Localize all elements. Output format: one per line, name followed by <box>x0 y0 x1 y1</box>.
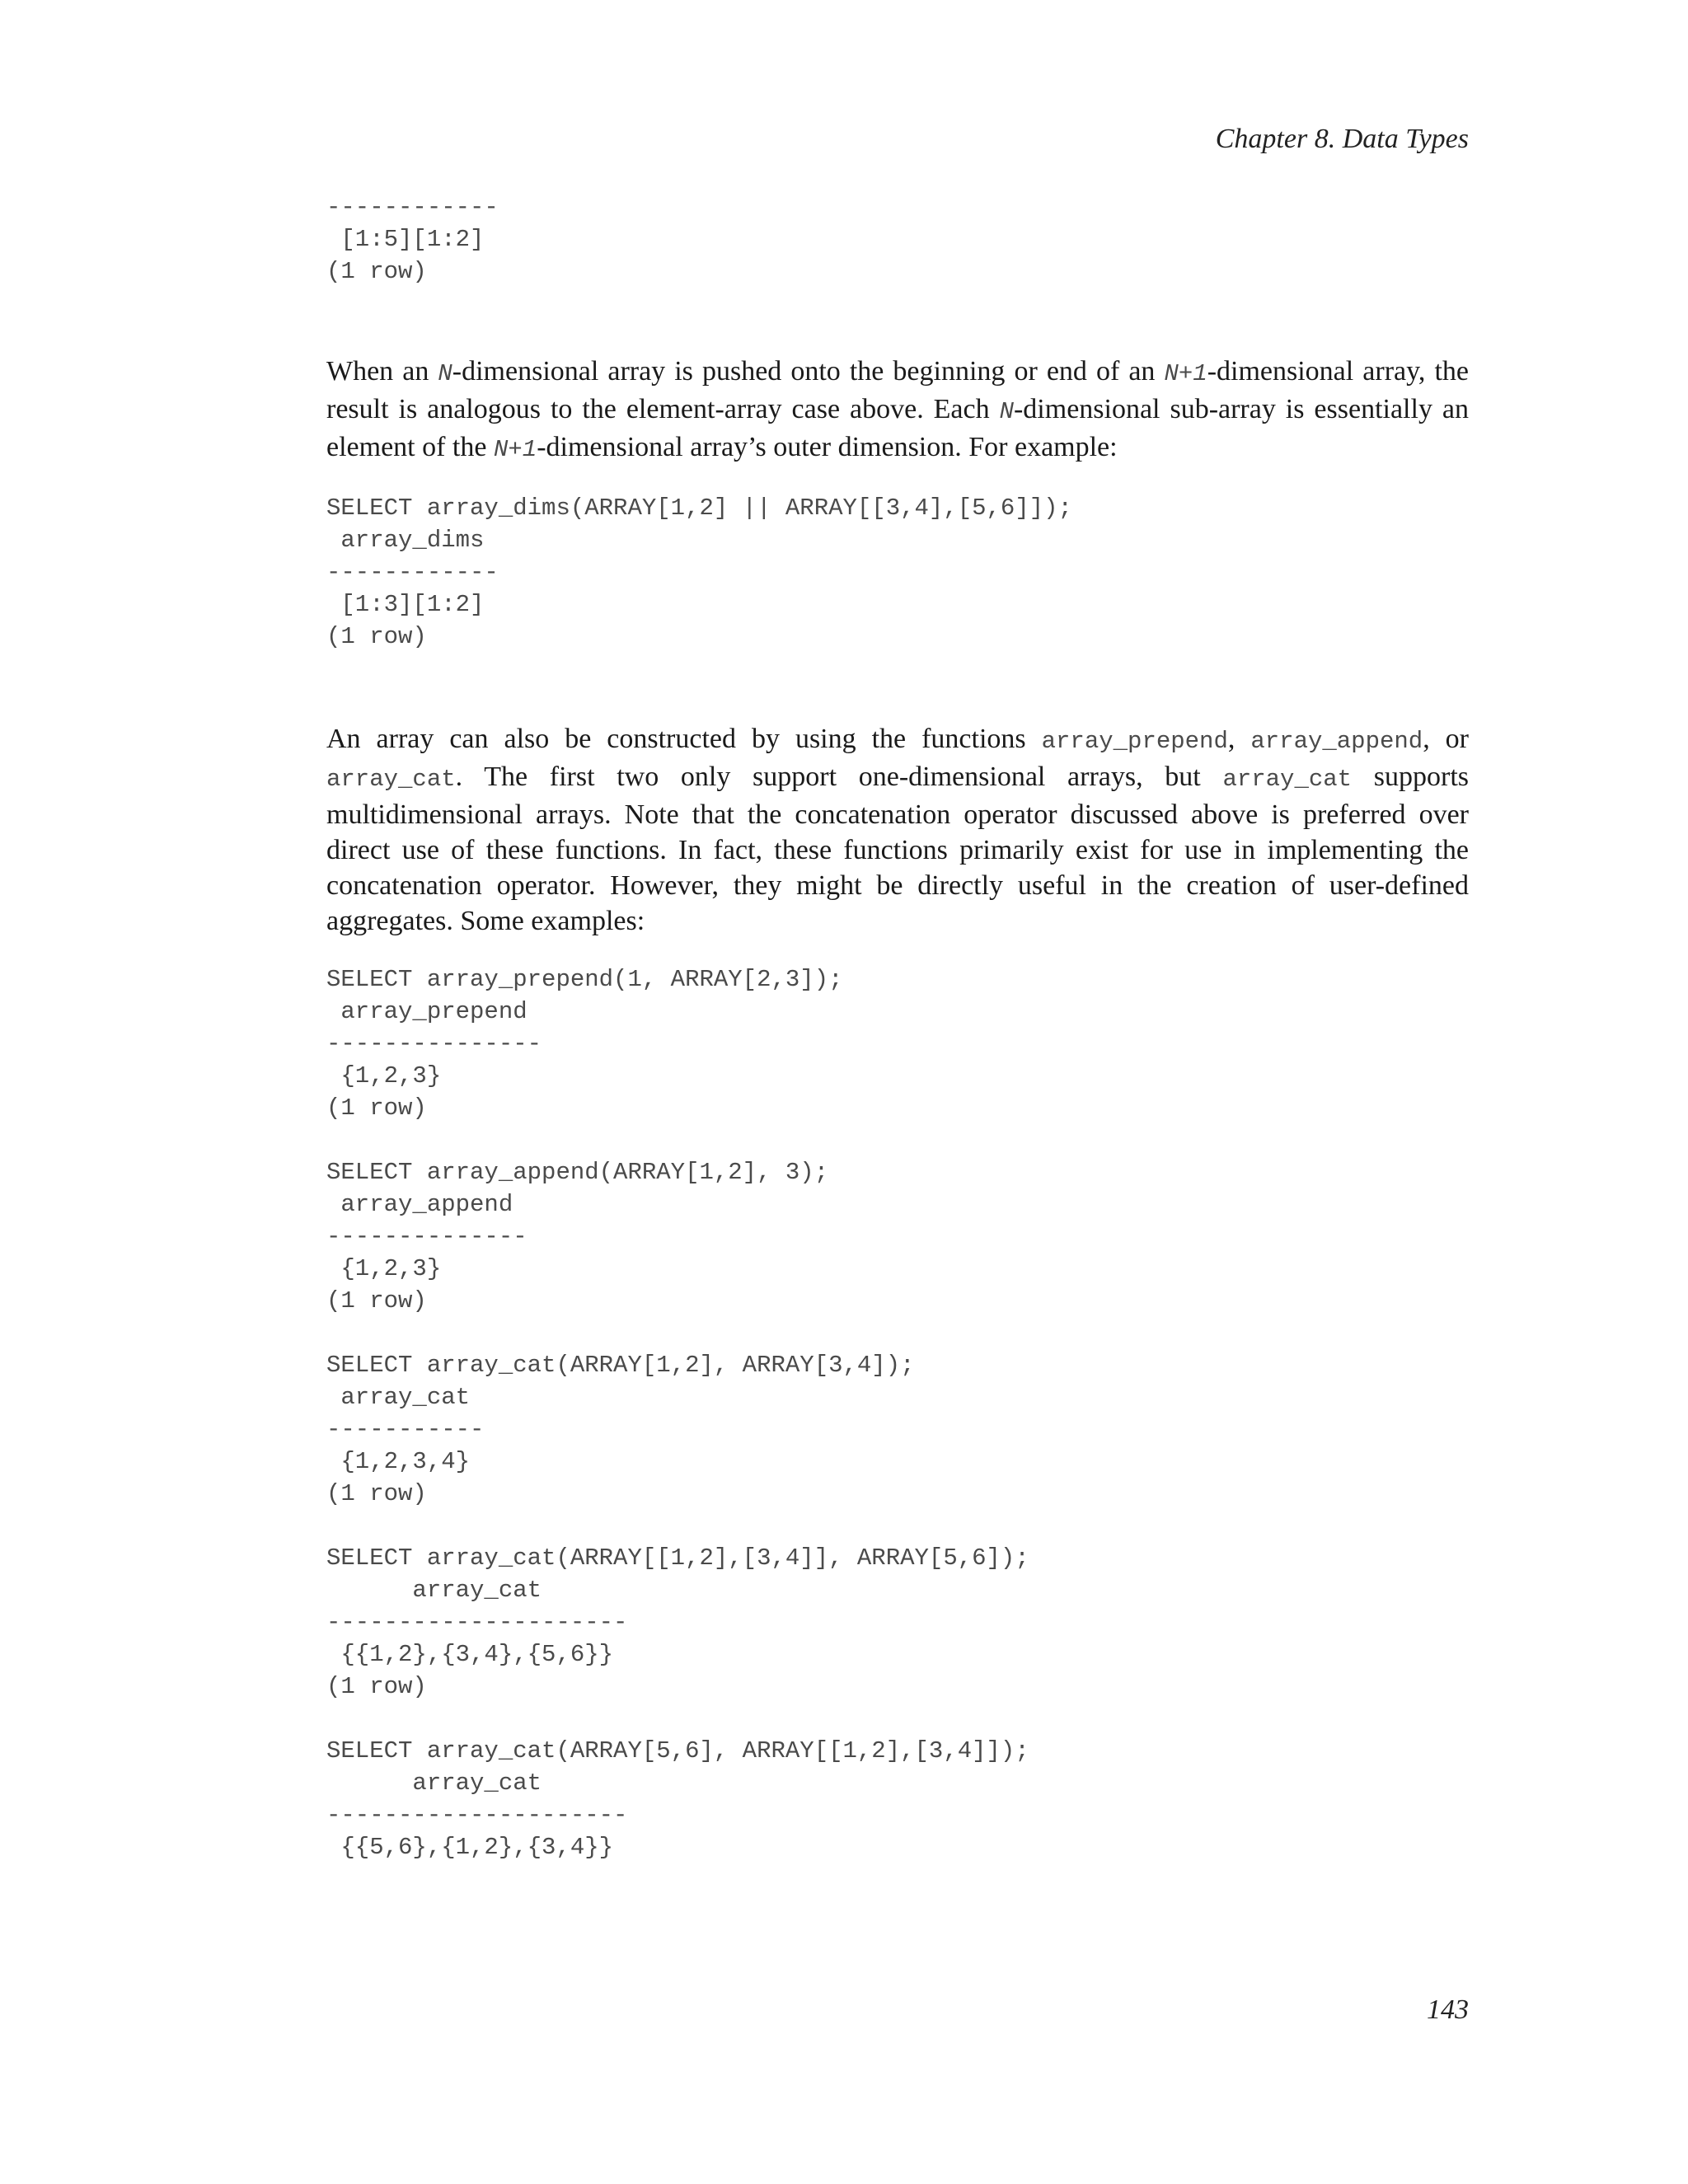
code-line: {{1,2},{3,4},{5,6}} <box>326 1641 614 1668</box>
code-line: [1:3][1:2] <box>326 591 485 618</box>
code-line: array_prepend <box>326 998 528 1025</box>
code-line: --------------- <box>326 1030 542 1057</box>
code-line: {1,2,3} <box>326 1062 442 1090</box>
code-line: SELECT array_cat(ARRAY[5,6], ARRAY[[1,2],[3,4]]); <box>326 1737 1029 1765</box>
variable-n-plus-1: N+1 <box>1164 360 1207 387</box>
code-block-array-cat-1d <box>326 1349 1469 1510</box>
code-block-array-dims <box>326 492 1469 653</box>
code-line: (1 row) <box>326 1673 427 1700</box>
code-block-array-append <box>326 1156 1469 1317</box>
code-block-array-prepend <box>326 963 1469 1124</box>
code-line: {1,2,3,4} <box>326 1448 471 1475</box>
paragraph-nested-arrays: When an N-dimensional array is pushed onto the beginning or end of an N+1-dimensional array, the result is analogous to the element-array case above. Each N-dimensional sub-array is essentially an element of the N+1-dimensional array’s outer dimension. For example: <box>326 356 1470 463</box>
running-header: Chapter 8. Data Types <box>1215 124 1469 154</box>
function-name: array_append <box>1250 728 1423 755</box>
function-name: array_cat <box>326 766 456 793</box>
code-line: (1 row) <box>326 623 427 650</box>
code-line: array_cat <box>326 1577 542 1604</box>
code-line: array_cat <box>326 1769 542 1797</box>
code-line: --------------------- <box>326 1609 628 1636</box>
code-line: ------------ <box>326 194 499 221</box>
code-line: {1,2,3} <box>326 1255 442 1282</box>
variable-n-plus-1: N+1 <box>493 436 537 463</box>
code-line: [1:5][1:2] <box>326 226 485 253</box>
page-number: 143 <box>1427 1994 1469 2025</box>
code-line: ------------ <box>326 559 499 586</box>
code-block-array-cat-2d-prepend <box>326 1735 1469 1863</box>
variable-n: N <box>438 360 452 387</box>
code-line: array_append <box>326 1191 513 1218</box>
code-line: array_dims <box>326 527 485 554</box>
code-line: (1 row) <box>326 1287 427 1315</box>
code-line: SELECT array_cat(ARRAY[[1,2],[3,4]], ARRAY[5,6]); <box>326 1544 1029 1572</box>
paragraph-array-functions: An array can also be constructed by using the functions array_prepend, array_append, or array_cat. The first two only support one-dimensional arrays, but array_cat supports multidimensional arrays. Note that the concatenation operator discussed above is preferred over direct use of these functions. In fact, these functions primarily exist for use in implementing the concatenation operator. However, they might be directly useful in the creation of user-defined aggregates. Some examples: <box>326 724 1470 936</box>
code-line: array_cat <box>326 1384 471 1411</box>
code-block-array-cat-2d-append <box>326 1542 1469 1703</box>
code-block-top <box>326 191 1469 288</box>
code-line: {{5,6},{1,2},{3,4}} <box>326 1834 614 1861</box>
variable-n: N <box>999 398 1014 425</box>
code-line: SELECT array_cat(ARRAY[1,2], ARRAY[3,4]); <box>326 1352 915 1379</box>
function-name: array_prepend <box>1041 728 1228 755</box>
code-line: SELECT array_append(ARRAY[1,2], 3); <box>326 1159 829 1186</box>
code-line: SELECT array_prepend(1, ARRAY[2,3]); <box>326 966 843 993</box>
code-line: (1 row) <box>326 1094 427 1122</box>
code-line: ----------- <box>326 1416 485 1443</box>
function-name: array_cat <box>1222 766 1353 793</box>
code-line: --------------------- <box>326 1802 628 1829</box>
code-line: SELECT array_dims(ARRAY[1,2] || ARRAY[[3,4],[5,6]]); <box>326 494 1072 522</box>
page-content <box>326 191 1469 1863</box>
code-line: -------------- <box>326 1223 528 1250</box>
code-line: (1 row) <box>326 258 427 285</box>
code-line: (1 row) <box>326 1480 427 1507</box>
